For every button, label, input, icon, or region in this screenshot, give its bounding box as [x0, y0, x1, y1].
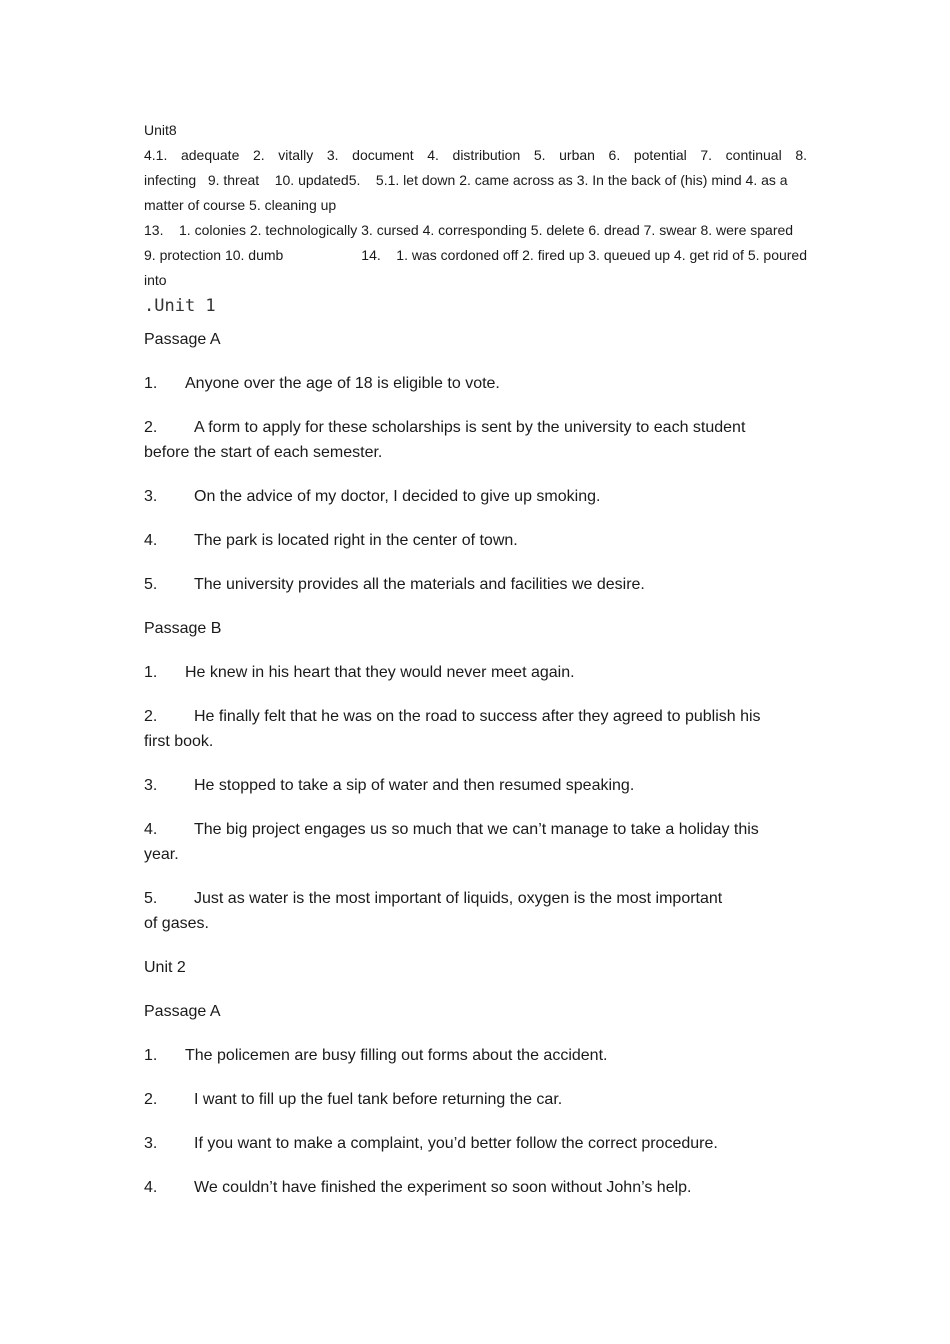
unit8-line-5a: 9. protection 10. dumb: [144, 247, 284, 263]
unit8-line-5: [144, 243, 807, 268]
unit2-title: Unit 2: [144, 959, 186, 976]
unit8-line-6: into: [144, 272, 167, 288]
unit8-line-1: 4.1. adequate 2. vitally 3. document 4. distribution 5. urban 6. potential 7. continual 8.: [144, 147, 807, 163]
list-item: 1. Anyone over the age of 18 is eligible to vote.: [144, 375, 500, 392]
unit1-title: .Unit 1: [144, 296, 216, 316]
list-item: 3. On the advice of my doctor, I decided to give up smoking.: [144, 488, 601, 505]
list-item: 4. We couldn’t have finished the experiment so soon without John’s help.: [144, 1179, 692, 1196]
list-item: 2. I want to fill up the fuel tank before returning the car.: [144, 1091, 563, 1108]
list-item: 2. A form to apply for these scholarships is sent by the university to each student before the start of each semester.: [144, 419, 746, 461]
list-item: 3. If you want to make a complaint, you’d better follow the correct procedure.: [144, 1135, 718, 1152]
unit2-passage-a-heading: Passage A: [144, 1003, 221, 1020]
unit1-passage-b-heading: Passage B: [144, 620, 222, 637]
list-item: 1. He knew in his heart that they would never meet again.: [144, 664, 575, 681]
unit1-passage-a-heading: Passage A: [144, 331, 221, 348]
list-item: 4. The big project engages us so much that we can’t manage to take a holiday this year.: [144, 821, 759, 863]
list-item: 1. The policemen are busy filling out forms about the accident.: [144, 1047, 608, 1064]
list-item: 5. Just as water is the most important of liquids, oxygen is the most important of gases.: [144, 890, 723, 932]
unit8-line-5b: 14. 1. was cordoned off 2. fired up 3. queued up 4. get rid of 5. poured: [361, 247, 807, 263]
unit8-title: Unit8: [144, 122, 177, 138]
list-item: 2. He finally felt that he was on the road to success after they agreed to publish his first book.: [144, 708, 761, 750]
unit8-line-4: 13. 1. colonies 2. technologically 3. cursed 4. corresponding 5. delete 6. dread 7. swear 8. were spared: [144, 222, 794, 238]
unit8-line-3: matter of course 5. cleaning up: [144, 197, 337, 213]
unit8-line-2: infecting 9. threat 10. updated5. 5.1. let down 2. came across as 3. In the back of (his) mind 4. as a: [144, 172, 788, 188]
list-item: 4. The park is located right in the center of town.: [144, 532, 518, 549]
unit8-block: [144, 118, 807, 293]
list-item: 5. The university provides all the materials and facilities we desire.: [144, 576, 645, 593]
list-item: 3. He stopped to take a sip of water and then resumed speaking.: [144, 777, 635, 794]
